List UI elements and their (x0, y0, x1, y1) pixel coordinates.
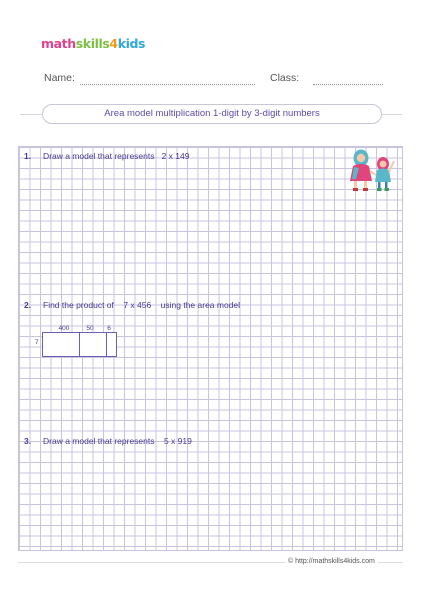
name-label: Name: (44, 72, 75, 84)
area-model-column-header: 6 (107, 325, 111, 332)
area-model-cell[interactable] (106, 332, 117, 357)
class-field[interactable] (313, 84, 383, 85)
question-3-number: 3. (24, 436, 32, 446)
question-1-text: Draw a model that represents 2 x 149 (43, 151, 190, 161)
question-2-number: 2. (24, 300, 32, 310)
name-field[interactable] (80, 84, 255, 85)
area-model-row-header: 7 (35, 339, 39, 346)
banner-rule-left (20, 114, 42, 115)
question-1-number: 1. (24, 151, 32, 161)
area-model-column-header: 50 (86, 325, 94, 332)
worksheet-title: Area model multiplication 1-digit by 3-digit numbers (42, 104, 382, 124)
area-model-column-header: 400 (58, 325, 70, 332)
logo-part-kids: kids (117, 36, 146, 51)
question-3-text: Draw a model that represents 5 x 919 (43, 436, 192, 446)
area-model-cell[interactable] (79, 332, 107, 357)
question-2-text: Find the product of 7 x 456 using the area model (43, 300, 241, 310)
area-model-cell[interactable] (42, 332, 80, 357)
brand-logo (41, 36, 145, 51)
logo-part-4: 4 (109, 36, 118, 51)
banner-rule-right (382, 114, 402, 115)
footer-copyright: © http://mathskills4kids.com (285, 558, 378, 565)
class-label: Class: (270, 72, 300, 84)
logo-part-math: math (41, 36, 76, 51)
two-girls-hijab-illustration-icon (347, 148, 399, 193)
logo-part-skills: skills (75, 36, 110, 51)
